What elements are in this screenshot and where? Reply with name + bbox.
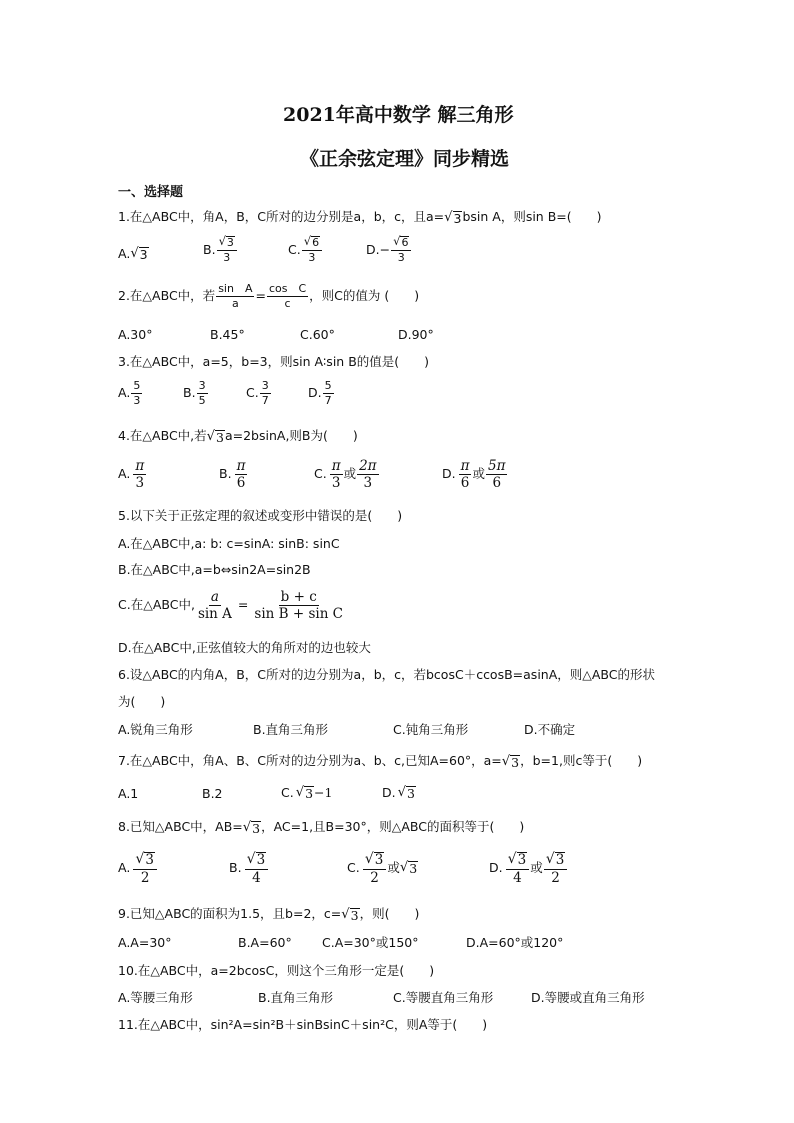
- question-3-option-d[interactable]: D. $\frac{5}{7}$: [308, 379, 332, 407]
- question-5-stem: 5.以下关于正弦定理的叙述或变形中错误的是( ): [118, 508, 403, 523]
- question-9-option-d[interactable]: D.A=60°或120°: [466, 935, 564, 950]
- sqrt-3: √ 3: [444, 210, 462, 226]
- question-4-stem: 4.在△ABC中,若 √ 3 a=2bsinA,则B为( ): [118, 428, 358, 445]
- question-2-option-a[interactable]: A.30°: [118, 327, 153, 342]
- question-2-stem: 2.在△ABC中，若 $\frac{\text{sin A}}{a}$ = $\frac{\text{cos C}}{c}$ ，则C的值为 ( ): [118, 282, 420, 310]
- question-8-option-c[interactable]: C. √ 3 2 或 √ 3: [347, 851, 418, 886]
- sqrt-3: √ 3: [501, 754, 520, 770]
- question-6-stem-line-2: 为( ): [118, 694, 166, 709]
- question-3-stem: 3.在△ABC中，a=5，b=3，则sin A∶sin B的值是( ): [118, 354, 430, 369]
- document-subtitle: 《正余弦定理》同步精选: [300, 148, 510, 170]
- question-9-option-a[interactable]: A.A=30°: [118, 935, 172, 950]
- question-2-option-b[interactable]: B.45°: [210, 327, 245, 342]
- fraction-cosC-over-c: $\frac{\text{cos C}}{c}$: [268, 282, 307, 310]
- question-8-option-d[interactable]: D. √ 3 4 或 √ 3 2: [489, 852, 568, 885]
- question-10-stem: 10.在△ABC中，a=2bcosC，则这个三角形一定是( ): [118, 963, 435, 978]
- question-8-option-b[interactable]: B. √ 3 4: [229, 852, 269, 885]
- question-10-option-d[interactable]: D.等腰或直角三角形: [531, 990, 645, 1005]
- section-heading: 一、选择题: [118, 185, 184, 200]
- question-4-option-b[interactable]: B. $\frac{\pi}{6}$: [219, 458, 246, 492]
- question-8-stem: 8.已知△ABC中，AB= √ 3 ，AC=1,且B=30°，则△ABC的面积等于( ): [118, 819, 525, 836]
- sqrt-3: √ 3: [206, 429, 224, 445]
- question-6-option-d[interactable]: D.不确定: [524, 722, 576, 737]
- question-9-stem: 9.已知△ABC的面积为1.5，且b=2，c= √ 3 ，则( ): [118, 906, 420, 923]
- question-6-option-b[interactable]: B.直角三角形: [253, 722, 329, 737]
- question-5-option-c[interactable]: C.在△ABC中, $\frac{a}{\text{sin A}}$ = $\frac{b + c}{\text{sin B + sin C}}$: [118, 589, 344, 623]
- question-7-option-d[interactable]: D. √ 3: [382, 785, 415, 801]
- question-1-option-b[interactable]: B. √ 3 3: [203, 236, 238, 264]
- question-5-option-d[interactable]: D.在△ABC中,正弦值较大的角所对的边也较大: [118, 640, 371, 655]
- question-7-option-c[interactable]: C. √ 3 −1: [281, 785, 333, 801]
- question-10-option-c[interactable]: C.等腰直角三角形: [393, 990, 494, 1005]
- question-10-option-b[interactable]: B.直角三角形: [258, 990, 334, 1005]
- question-6-option-c[interactable]: C.钝角三角形: [393, 722, 469, 737]
- question-3-option-b[interactable]: B. $\frac{3}{5}$: [183, 379, 206, 407]
- question-4-option-d[interactable]: D. $\frac{\pi}{6}$ 或 $\frac{5\pi}{6}$: [442, 458, 506, 492]
- document-title: 2021年高中数学 解三角形: [283, 104, 514, 126]
- question-4-option-c[interactable]: C. $\frac{\pi}{3}$ 或 $\frac{2\pi}{3}$: [314, 458, 377, 492]
- question-7-option-b[interactable]: B.2: [202, 786, 223, 801]
- question-2-option-c[interactable]: C.60°: [300, 327, 335, 342]
- sqrt-3: √ 3: [242, 820, 261, 836]
- question-5-option-b[interactable]: B.在△ABC中,a=b⇔sin2A=sin2B: [118, 562, 311, 577]
- question-1-stem: 1.在△ABC中，角A，B，C所对的边分别是a，b，c，且a= √ 3 bsin A，则sin B=( ): [118, 209, 602, 226]
- question-3-option-a[interactable]: A. $\frac{5}{3}$: [118, 379, 141, 407]
- question-10-option-a[interactable]: A.等腰三角形: [118, 990, 193, 1005]
- question-11-stem: 11.在△ABC中，sin²A=sin²B＋sinBsinC＋sin²C，则A等于( ): [118, 1017, 488, 1032]
- question-6-option-a[interactable]: A.锐角三角形: [118, 722, 193, 737]
- question-9-option-c[interactable]: C.A=30°或150°: [322, 935, 419, 950]
- sqrt-3: √ 3: [341, 907, 359, 923]
- question-1-option-d[interactable]: D. − √ 6 3: [366, 236, 412, 264]
- question-3-option-c[interactable]: C. $\frac{3}{7}$: [246, 379, 269, 407]
- question-7-stem: 7.在△ABC中，角A、B、C所对的边分别为a、b、c,已知A=60°，a= √ 3 ，b=1,则c等于( ): [118, 753, 643, 770]
- question-8-option-a[interactable]: A. √ 3 2: [118, 852, 158, 885]
- question-5-option-a[interactable]: A.在△ABC中,a: b: c=sinA: sinB: sinC: [118, 536, 340, 551]
- question-1-option-c[interactable]: C. √ 6 3: [288, 236, 323, 264]
- question-9-option-b[interactable]: B.A=60°: [238, 935, 292, 950]
- question-6-stem-line-1: 6.设△ABC的内角A，B，C所对的边分别为a，b，c，若bcosC＋ccosB=asinA，则△ABC的形状: [118, 667, 656, 682]
- question-7-option-a[interactable]: A.1: [118, 786, 139, 801]
- fraction-sinA-over-a: $\frac{\text{sin A}}{a}$: [218, 282, 253, 310]
- question-1-option-a[interactable]: A. √ 3: [118, 246, 148, 262]
- question-4-option-a[interactable]: A. $\frac{\pi}{3}$: [118, 458, 145, 492]
- question-2-option-d[interactable]: D.90°: [398, 327, 434, 342]
